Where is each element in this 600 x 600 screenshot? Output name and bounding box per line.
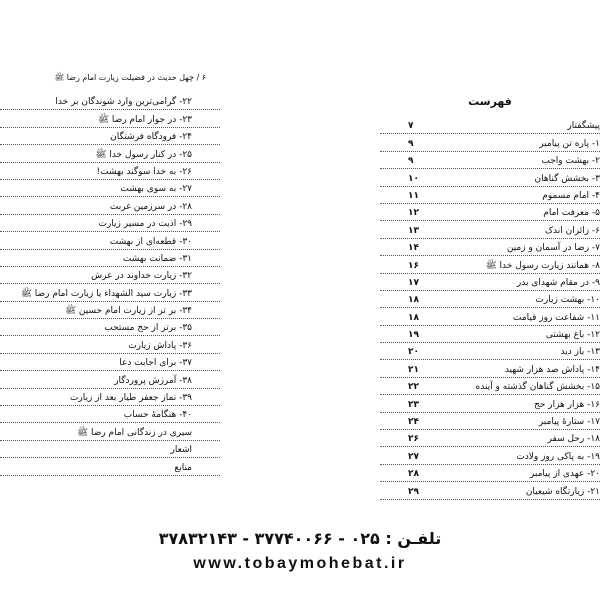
toc-entry-page <box>0 300 19 301</box>
toc-entry-title: ۲۳- در جوار امام رضا ﷺ <box>98 114 192 125</box>
toc-entry <box>380 395 600 412</box>
toc-entry-title: ۳۴- بر تر از زیارت امام حسین ﷺ <box>65 306 192 317</box>
toc-entry-page: ۲۳ <box>408 399 419 410</box>
toc-entry <box>0 319 220 336</box>
toc-entry-page <box>0 195 24 196</box>
toc-entry <box>380 169 600 186</box>
toc-entry-title: ۴۰- هنگامهٔ حساب <box>123 410 192 421</box>
toc-entry-page: ۲۱ <box>408 364 419 375</box>
toc-entry-title: ۲۹- اذیت در مسیر زیارت <box>98 219 192 230</box>
toc-entry-page: ۲۹ <box>408 486 419 497</box>
toc-entry <box>380 447 600 464</box>
toc-entry <box>380 152 600 169</box>
toc-entry <box>0 215 220 232</box>
toc-entry-title: ۱۶- هزار هزار حج <box>534 399 600 410</box>
toc-entry-page <box>0 161 24 162</box>
toc-entry-page: ۲۲ <box>408 382 419 393</box>
toc-entry-title: ۱- پاره تن پیامبر <box>539 138 600 149</box>
toc-entry-title: ۳۸- آمرزش پروردگار <box>114 375 192 386</box>
toc-entry-page: ۱۰ <box>408 173 419 184</box>
toc-entry-page <box>0 369 24 370</box>
toc-entry <box>380 360 600 377</box>
toc-entry-title: ۲۸- در سرزمین غربت <box>109 201 192 212</box>
toc-entry <box>0 163 220 180</box>
toc-entry-title: ۱۴- پاداش صد هزار شهید <box>504 364 600 375</box>
toc-entry-page: ۲۸ <box>408 469 419 480</box>
toc-entry-page: ۱۶ <box>408 260 419 271</box>
toc-entry-title: ۳۶- پاداش زیارت <box>128 340 192 351</box>
toc-entry <box>380 430 600 447</box>
toc-entry-page: ۱۸ <box>408 295 419 306</box>
toc-entry-title: ۱۸- رحل سفر <box>547 434 600 445</box>
toc-entry-title: اشعار <box>170 445 192 456</box>
toc-entry-title: ۱۲- باغ بهشتی <box>545 330 600 341</box>
toc-entry-title: ۱۱- شفاعت روز قیامت <box>512 312 600 323</box>
toc-entry-page: ۷ <box>408 121 414 132</box>
toc-entry <box>380 221 600 238</box>
toc-entry <box>0 197 220 214</box>
toc-entry <box>0 423 220 440</box>
toc-entry <box>380 204 600 221</box>
toc-entry-title: ۵- معرفت امام <box>543 208 600 219</box>
toc-entry <box>0 458 220 475</box>
toc-entry-title: ۲۴- فرودگاه فرشتگان <box>110 132 192 143</box>
toc-entry <box>0 371 220 388</box>
toc-entry-title: ۲۶- به خدا سوگند بهشت! <box>96 166 192 177</box>
toc-entry-page: ۱۴ <box>408 243 419 254</box>
toc-entry-title: ۳۵- برتر از حج مستحب <box>104 323 192 334</box>
toc-entry-page: ۱۲ <box>408 208 419 219</box>
toc-entry-page <box>0 474 24 475</box>
toc-entry-page <box>0 404 24 405</box>
toc-entry-page <box>0 456 24 457</box>
toc-entry <box>0 145 220 162</box>
toc-entry-page: ۹ <box>408 156 414 167</box>
right-page <box>380 0 600 520</box>
toc-entry <box>380 343 600 360</box>
toc-entry-page: ۱۱ <box>408 190 419 201</box>
toc-entry <box>380 482 600 499</box>
phone-line <box>0 527 600 551</box>
toc-entry-page: ۲۷ <box>408 451 419 462</box>
toc-entry-title: ۷- رضا در آسمان و زمین <box>506 243 600 254</box>
toc-entry <box>0 284 220 301</box>
toc-entry-page <box>0 334 24 335</box>
toc-entry-page: ۲۴ <box>408 417 419 428</box>
toc-entry <box>380 291 600 308</box>
toc-entry-title: ۳۰- قطعه‌ای از بهشت <box>109 236 192 247</box>
toc-entry-title: ۳۹- نماز جعفر طیار بعد از زیارت <box>69 393 192 404</box>
toc-entry <box>380 274 600 291</box>
toc-entry-title: ۱۰- بهشت زیارت <box>535 295 600 306</box>
toc-entry-page <box>0 143 24 144</box>
footer <box>0 527 600 577</box>
toc-list-left <box>0 93 220 476</box>
toc-entry <box>0 180 220 197</box>
toc-entry-page <box>0 248 24 249</box>
toc-entry <box>380 465 600 482</box>
toc-entry <box>0 93 220 110</box>
running-head: ۶ / چهل حدیث در فضیلت زیارت امام رضا ﷺ <box>54 73 206 82</box>
toc-entry-page <box>0 317 24 318</box>
toc-entry-title: ۳- بخشش گناهان <box>534 173 600 184</box>
toc-entry-page <box>0 352 24 353</box>
toc-entry-page: ۲۶ <box>408 434 419 445</box>
phone-numbers: ۰۲۵ - ۳۷۷۴۰۰۶۶ - ۳۷۸۳۲۱۴۳ <box>158 529 380 548</box>
toc-entry <box>0 354 220 371</box>
toc-entry <box>380 326 600 343</box>
left-page <box>0 0 220 520</box>
toc-entry <box>0 441 220 458</box>
website-url: www.tobaymohebat.ir <box>193 555 407 572</box>
toc-entry <box>380 378 600 395</box>
toc-entry-title: ۳۷- برای اجابت دعا <box>119 358 192 369</box>
toc-entry-title: ۳۲- زیارت خداوند در عرش <box>91 271 192 282</box>
toc-entry <box>0 128 220 145</box>
toc-heading: فهرست <box>468 95 512 108</box>
toc-entry-title: پیشگفتار <box>567 121 600 132</box>
toc-entry <box>380 187 600 204</box>
toc-entry-page <box>0 387 24 388</box>
toc-entry-title: ۱۵- بخشش گناهان گذشته و آینده <box>475 382 600 393</box>
toc-entry <box>380 117 600 134</box>
toc-entry-page: ۲۰ <box>408 347 419 358</box>
toc-entry-page: ۹ <box>408 138 414 149</box>
toc-entry <box>0 232 220 249</box>
toc-entry-page <box>0 108 24 109</box>
toc-entry-page: ۱۷ <box>408 277 419 288</box>
toc-entry-title: ۳۱- ضمانت بهشت <box>122 253 192 264</box>
toc-entry-page: ۱۳ <box>408 225 419 236</box>
toc-entry-title: ۲۱- زیارتگاه شیعیان <box>525 486 600 497</box>
toc-entry-title: ۶- زائران اندک <box>544 225 600 236</box>
toc-entry-page: ۱۸ <box>408 312 419 323</box>
toc-entry-page <box>0 178 24 179</box>
toc-entry-page <box>0 230 24 231</box>
toc-entry <box>380 256 600 273</box>
toc-entry <box>380 239 600 256</box>
toc-entry-title: ۱۷- ستارهٔ پیامبر <box>538 417 600 428</box>
toc-entry <box>380 308 600 325</box>
toc-entry-title: ۹- در مقام شهدای بدر <box>516 277 600 288</box>
toc-entry <box>0 389 220 406</box>
toc-entry-title: سیری در زندگانی امام رضا ﷺ <box>77 427 192 438</box>
toc-entry <box>0 406 220 423</box>
toc-entry <box>0 250 220 267</box>
toc-entry <box>0 302 220 319</box>
toc-entry-title: ۲۷- به سوی بهشت <box>120 184 192 195</box>
toc-entry <box>0 267 220 284</box>
toc-entry-page <box>0 126 24 127</box>
toc-entry-title: ۳۳- زیارت سید الشهداء یا زیارت امام رضا ﷺ <box>21 288 192 299</box>
toc-entry-title: منابع <box>174 462 192 473</box>
toc-entry-page <box>0 282 24 283</box>
toc-entry-title: ۲۵- در کنار رسول خدا ﷺ <box>95 149 192 160</box>
toc-entry-title: ۲۰- عهدی از پیامبر <box>529 469 600 480</box>
toc-entry-page <box>0 439 24 440</box>
toc-entry-title: ۲۲- گرامی‌ترین وارد شوندگان بر خدا <box>55 97 192 108</box>
toc-entry-title: ۴- امام مسموم <box>542 190 600 201</box>
phone-label: تلفـن : <box>385 529 442 548</box>
toc-entry <box>0 110 220 127</box>
toc-entry <box>0 336 220 353</box>
toc-list-right <box>380 117 600 500</box>
toc-entry-page <box>0 213 24 214</box>
toc-entry-title: ۱۳- باز دید <box>560 347 600 358</box>
toc-entry-title: ۲- بهشت واجب <box>541 156 600 167</box>
toc-entry-page <box>0 265 24 266</box>
toc-entry-title: ۸- همانند زیارت رسول خدا ﷺ <box>485 260 600 271</box>
toc-entry <box>380 413 600 430</box>
toc-entry <box>380 134 600 151</box>
toc-entry-page: ۱۹ <box>408 330 419 341</box>
toc-entry-page <box>0 421 24 422</box>
toc-entry-title: ۱۹- به پاکی روز ولادت <box>516 451 600 462</box>
